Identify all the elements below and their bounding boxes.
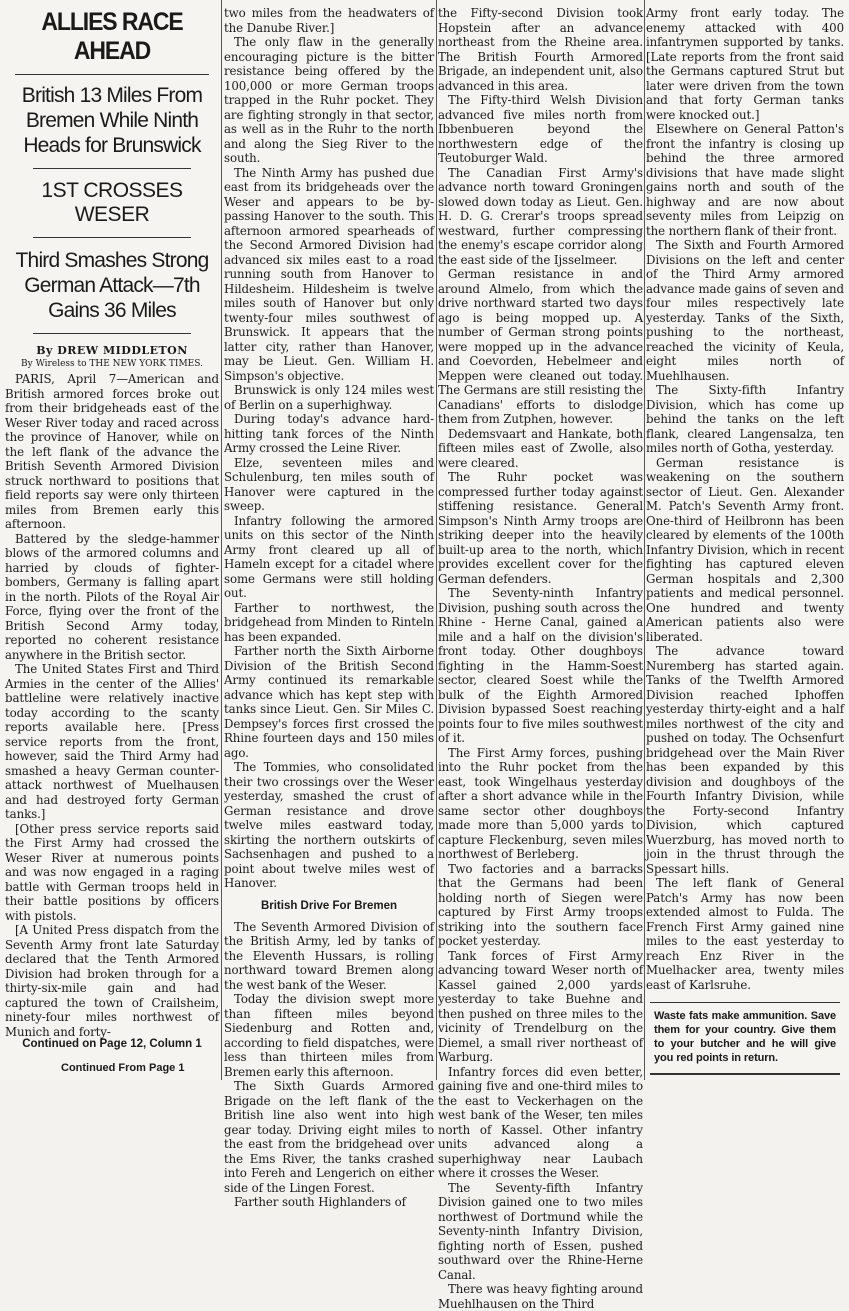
paragraph: Farther to northwest, the bridgehead from Minden to Rinteln has been expanded. [224, 600, 434, 644]
paragraph: two miles from the headwaters of the Danube River.] [224, 6, 434, 35]
paragraph: The Seventy-ninth Infantry Division, pushing south across the Rhine - Herne Canal, gained a mile and a half on the division's front today. Other doughboys fighting in the Hamm-Soest sector, cleared Soest while the bulk of the Eighth Armored Division bypassed Soest reaching points four to five miles southwest of it. [438, 586, 643, 745]
paragraph: [A United Press dispatch from the Seventh Army front late Saturday declared that the Tenth Armored Division had broken through for a thirty-six-mile gain and had captured the town of Crailsheim, ninety-four miles northwest of Munich and forty- [5, 923, 219, 1039]
paragraph: Army front early today. The enemy attacked with 400 infantrymen supported by tanks. [Late reports from the front said the Germans captured Strut but later were driven from the town and that forty German tanks were knocked out.] [646, 6, 844, 122]
divider [15, 74, 209, 75]
paragraph: The United States First and Third Armies in the center of the Allies' battleline were relatively inactive today according to the scanty reports available here. [Press service reports from the front, however, said the Third Army had smashed a heavy German counter-attack northwest of Muelhausen and had destroyed forty German tanks.] [5, 662, 219, 821]
deck-headline-3: Third Smashes Strong German Attack—7th Gains 36 Miles [15, 249, 209, 322]
wire-credit: By Wireless to THE NEW YORK TIMES. [21, 359, 203, 369]
paragraph: The Ruhr pocket was compressed further today against stiffening resistance. General Simpson's Ninth Army troops are striking deeper into the heavily built-up area to the north, which provides excellent cover for the German defenders. [438, 470, 643, 586]
subheading: British Drive For Bremen [260, 899, 398, 912]
paragraph: The only flaw in the generally encouraging picture is the bitter resistance being offered by the 100,000 or more German troops trapped in the Ruhr pocket. They are fighting strongly in that sector, as well as in the Ruhr to the north and along the Sieg River to the south. [224, 35, 434, 165]
paragraph: The advance toward Nuremberg has started again. Tanks of the Twelfth Armored Division reached Iphoffen yesterday thirty-eight and a half miles northwest of the city and pushed on today. The Ochsenfurt bridgehead over the Main River has been expanded by this division and doughboys of the Fourth Infantry Division, while the Forty-second Infantry Division, which captured Wuerzburg, has moved north to join in the thrust through the Spessart hills. [646, 644, 844, 876]
paragraph: The Sixth and Fourth Armored Divisions on the left and center of the Third Army armored advance made gains of seven and four miles respectively late yesterday. Tanks of the Sixth, pushing to the northeast, reached the vicinity of Keula, eight miles north of Muehlhausen. [646, 238, 844, 383]
paragraph: Infantry following the armored units on this sector of the Ninth Army front cleared up all of Hameln except for a citadel where some Germans were still holding out. [224, 513, 434, 600]
column-1 [5, 6, 219, 1074]
paragraph: Elze, seventeen miles and Schulenburg, ten miles south of Hanover were captured in the sweep. [224, 455, 434, 513]
paragraph: The Canadian First Army's advance north toward Groningen slowed down today as Lieut. Gen. H. D. G. Crerar's troops spread westward, further compressing the enemy's escape corridor along the east side of the Ijsselmeer. [438, 165, 643, 267]
deck-headline-2: 1ST CROSSES WESER [41, 179, 183, 226]
column-rule [644, 0, 645, 1080]
paragraph: Farther north the Sixth Airborne Division of the British Second Army continued its remarkable advance which has kept step with tanks since Lieut. Gen. Sir Miles C. Dempsey's forces first crossed the Rhine fourteen days and 150 miles ago. [224, 644, 434, 760]
paragraph: Infantry forces did even better, gaining five and one-third miles to the east to Veckerhagen on the west bank of the Weser, ten miles north of Kassel. Other infantry units advanced along a superhighway near Laubach where it crosses the Weser. [438, 1064, 643, 1180]
column-2 [224, 6, 434, 1209]
paragraph: The left flank of General Patch's Army has now been extended almost to Fulda. The French First Army gained nine miles to the east yesterday to reach Enz River in the Muelhacker area, twenty miles east of Karlsruhe. [646, 876, 844, 992]
main-headline: ALLIES RACE AHEAD [41, 8, 183, 65]
divider [33, 237, 191, 238]
paragraph: There was heavy fighting around Muehlhausen on the Third [438, 1282, 643, 1311]
continued-on-line: Continued on Page 12, Column 1 [22, 1038, 202, 1050]
notice-text: Waste fats make ammunition. Save them for your country. Give them to your butcher and he will give you red points in return. [654, 1010, 836, 1064]
paragraph: The Tommies, who consolidated their two crossings over the Weser yesterday, smashed the crust of German resistance and drove twelve miles eastward today, skirting the northern outskirts of Sachsenhagen and pushed to a point about twelve miles west of Hanover. [224, 760, 434, 890]
paragraph: Elsewhere on General Patton's front the infantry is closing up behind the three armored divisions that have made slight gains north and south of the highway and are now about seventy miles from Leipzig on the northern flank of their front. [646, 122, 844, 238]
column-4 [646, 6, 844, 1074]
paragraph: Brunswick is only 124 miles west of Berlin on a superhighway. [224, 383, 434, 412]
divider [33, 168, 191, 169]
column-rule [221, 0, 222, 1080]
paragraph: The Seventh Armored Division of the British Army, led by tanks of the Eleventh Hussars, is rolling northward toward Bremen along the west bank of the Weser. [224, 919, 434, 992]
paragraph: Battered by the sledge-hammer blows of the armored columns and harried by clouds of fighter-bombers, Germany is falling apart in the north. Pilots of the Royal Air Force, flying over the front of the British Second Army today, reported no coherent resistance anywhere in the British sector. [5, 531, 219, 662]
notice-box [650, 1002, 840, 1075]
paragraph: Today the division swept more than fifteen miles beyond Siedenburg and Rotten and, according to field dispatches, were less than thirteen miles from Bremen early this afternoon. [224, 992, 434, 1079]
continued-from-line: Continued From Page 1 [61, 1062, 185, 1074]
paragraph: Tank forces of First Army advancing toward Weser north of Kassel gained 2,000 yards yesterday to take Buehne and then pushed on three miles to the vicinity of Trendelburg on the Diemel, a small river northeast of Warburg. [438, 948, 643, 1064]
paragraph: The First Army forces, pushing into the Ruhr pocket from the east, took Wingelhaus yesterday after a short advance while in the same sector other doughboys made more than 5,000 yards to capture Fleckenburg, seven miles northwest of Berleberg. [438, 745, 643, 861]
paragraph: Two factories and a barracks that the Germans had been holding north of Siegen were captured by First Army troops striking into the southern face pocket yesterday. [438, 861, 643, 948]
paragraph: During today's advance hard-hitting tank forces of the Ninth Army crossed the Leine River. [224, 412, 434, 455]
paragraph: The Sixth Guards Armored Brigade on the left flank of the British line also went into high gear today. Driving eight miles to the east from the bridgehead over the Ems River, the tanks crashed into Fereh and Lengerich on either side of the Lingen Forest. [224, 1079, 434, 1195]
paragraph: Farther south Highlanders of [234, 1195, 406, 1209]
deck-headline-1: British 13 Miles From Bremen While Ninth Heads for Brunswick [21, 84, 203, 157]
paragraph: The Sixty-fifth Infantry Division, which has come up behind the tanks on the left flank, cleared Langensalza, ten miles north of Gotha, yesterday. [646, 383, 844, 455]
paragraph: [Other press service reports said the First Army had crossed the Weser River at numerous points and was now engaged in a raging battle with German troops held in their battle positions by officers with pistols. [5, 821, 219, 923]
paragraph: The Fifty-third Welsh Division advanced five miles north from Ibbenbueren beyond the northwestern edge of the Teutoburger Wald. [438, 93, 643, 165]
paragraph: The Seventy-fifth Infantry Division gained one to two miles northwest of Dortmund while the Seventy-ninth Infantry Division, fighting north of Essen, pushed southward over the Rhine-Herne Canal. [438, 1180, 643, 1282]
paragraph: the Fifty-second Division took Hopstein after an advance northeast from the Rheine area. The British Fourth Armored Brigade, an independent unit, also advanced in this area. [438, 6, 643, 93]
paragraph: German resistance in and around Almelo, from which the drive northward started two days ago is being mopped up. A number of German strong points were mopped up in the advance and Coevorden, Hebelmeer and Meppen were cleaned out today. The Germans are still resisting the Canadians' efforts to dislodge them from Zutphen, however. [438, 267, 643, 426]
paragraph: German resistance is weakening on the southern sector of Lieut. Gen. Alexander M. Patch's Seventh Army front. One-third of Heilbronn has been cleared by elements of the 100th Infantry Division, which in recent fighting has captured eleven German hospitals and 2,300 patients and medical personnel. One hundred and twenty American patients also were liberated. [646, 455, 844, 644]
column-3 [438, 6, 643, 1311]
paragraph: PARIS, April 7—American and British armored forces broke out from their bridgeheads east of the Weser River today and raced across the province of Hanover, while on the left flank of the advance the British Seventh Armored Division struck northward to positions that field reports say were only thirteen miles from Bremen early this afternoon. [5, 372, 219, 531]
article-text-col1 [5, 372, 219, 1039]
byline: By DREW MIDDLETON [36, 344, 188, 357]
column-rule [436, 0, 437, 1080]
paragraph: The Ninth Army has pushed due east from its bridgeheads over the Weser and appears to be by-passing Hanover to the south. This afternoon armored spearheads of the Second Armored Division had advanced six miles east to a road running south from Hanover to Hildesheim. Hildesheim is twelve miles south of Hanover but only twenty-four miles southwest of Brunswick. It appears that the latter city, rather than Hanover, may be Lieut. Gen. William H. Simpson's objective. [224, 165, 434, 383]
paragraph: Dedemsvaart and Hankate, both fifteen miles east of Zwolle, also were cleared. [438, 426, 643, 470]
divider [33, 333, 191, 334]
